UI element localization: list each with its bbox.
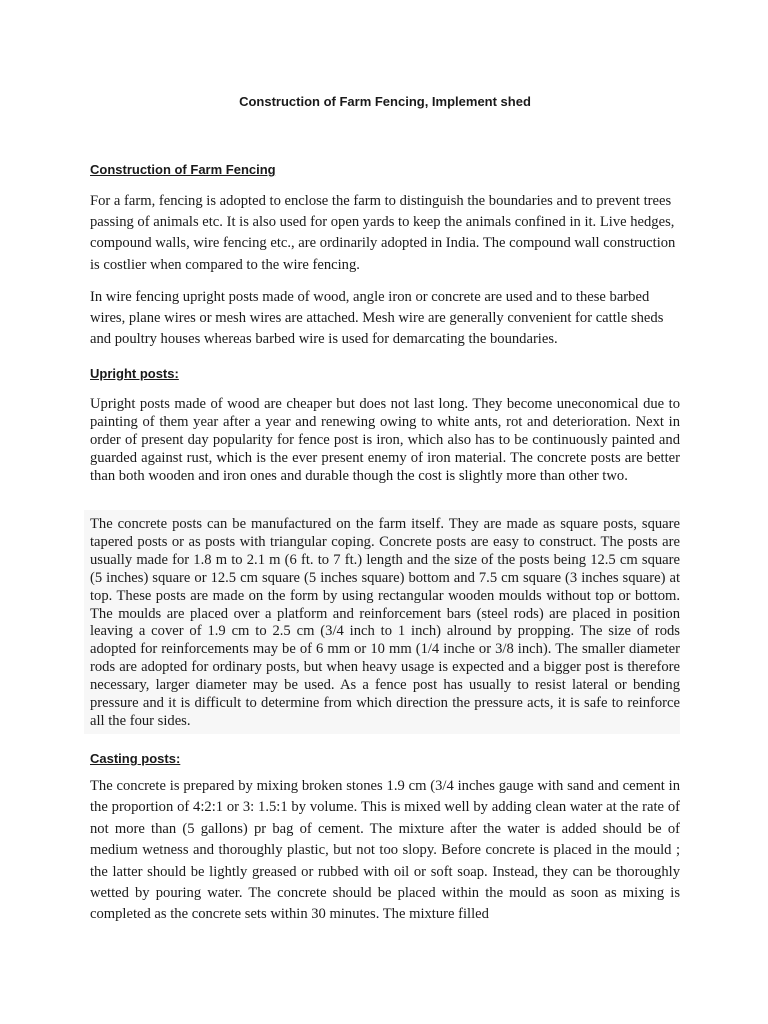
section-heading-farm-fencing: Construction of Farm Fencing <box>90 162 276 177</box>
paragraph-concrete-posts: The concrete posts can be manufactured on the farm itself. They are made as square posts, square tapered posts or as posts with triangular coping. Concrete posts are easy to construct. The posts are usually made for 1.8 m to 2.1 m (6 ft. to 7 ft.) length and the size of the posts being 12.5 cm square (5 inches) square or 12.5 cm square (5 inches square) bottom and 7.5 cm square (3 inches square) at top. These posts are made on the form by using rectangular wooden moulds without top or bottom. The moulds are placed over a platform and reinforcement bars (steel rods) are placed in position leaving a cover of 1.9 cm to 2.5 cm (3/4 inch to 1 inch) alround by propping. The size of rods adopted for reinforcements may be of 6 mm or 10 mm (1/4 inche or 3/8 inch). The smaller diameter rods are adopted for ordinary posts, but when heavy usage is expected and a bigger post is therefore necessary, larger diameter may be used. As a fence post has usually to resist lateral or bending pressure and it is difficult to determine from which direction the pressure acts, it is safe to reinforce all the four sides. <box>90 516 680 729</box>
paragraph-post-materials: Upright posts made of wood are cheaper but does not last long. They become uneconomical due to painting of them year after a year and renewing owing to white ants, rot and deterioration. Next in order of present day popularity for fence post is iron, which also has to be continuously painted and guarded against rust, which is the ever present enemy of iron material. The concrete posts are better than both wooden and iron ones and durable though the cost is slightly more than other two. <box>90 396 680 484</box>
paragraph-concrete-mixing: The concrete is prepared by mixing broken stones 1.9 cm (3/4 inches gauge with sand and cement in the proportion of 4:2:1 or 3: 1.5:1 by volume. This is mixed well by adding clean water at the rate of not more than (5 gallons) pr bag of cement. The mixture after the water is added should be of medium wetness and thoroughly plastic, but not too slopy. Before concrete is placed in the mould ; the latter should be lightly greased or rubbed with oil or soft soap. Instead, they can be thoroughly wetted by pouring water. The concrete should be placed within the mould as soon as mixing is completed as the concrete sets within 30 minutes. The mixture filled <box>90 778 680 923</box>
section-heading-upright-posts: Upright posts: <box>90 366 179 381</box>
document-title: Construction of Farm Fencing, Implement shed <box>239 94 531 109</box>
section-heading-casting-posts: Casting posts: <box>90 751 181 766</box>
paragraph-fencing-purpose: For a farm, fencing is adopted to enclose the farm to distinguish the boundaries and to prevent trees passing of animals etc. It is also used for open yards to keep the animals confined in it. Live hedges, compound walls, wire fencing etc., are ordinarily adopted in India. The compound wall construction is costlier when compared to the wire fencing. <box>90 193 676 273</box>
paragraph-wire-fencing: In wire fencing upright posts made of wood, angle iron or concrete are used and to these barbed wires, plane wires or mesh wires are attached. Mesh wire are generally convenient for cattle sheds and poultry houses whereas barbed wire is used for demarcating the boundaries. <box>90 289 664 348</box>
